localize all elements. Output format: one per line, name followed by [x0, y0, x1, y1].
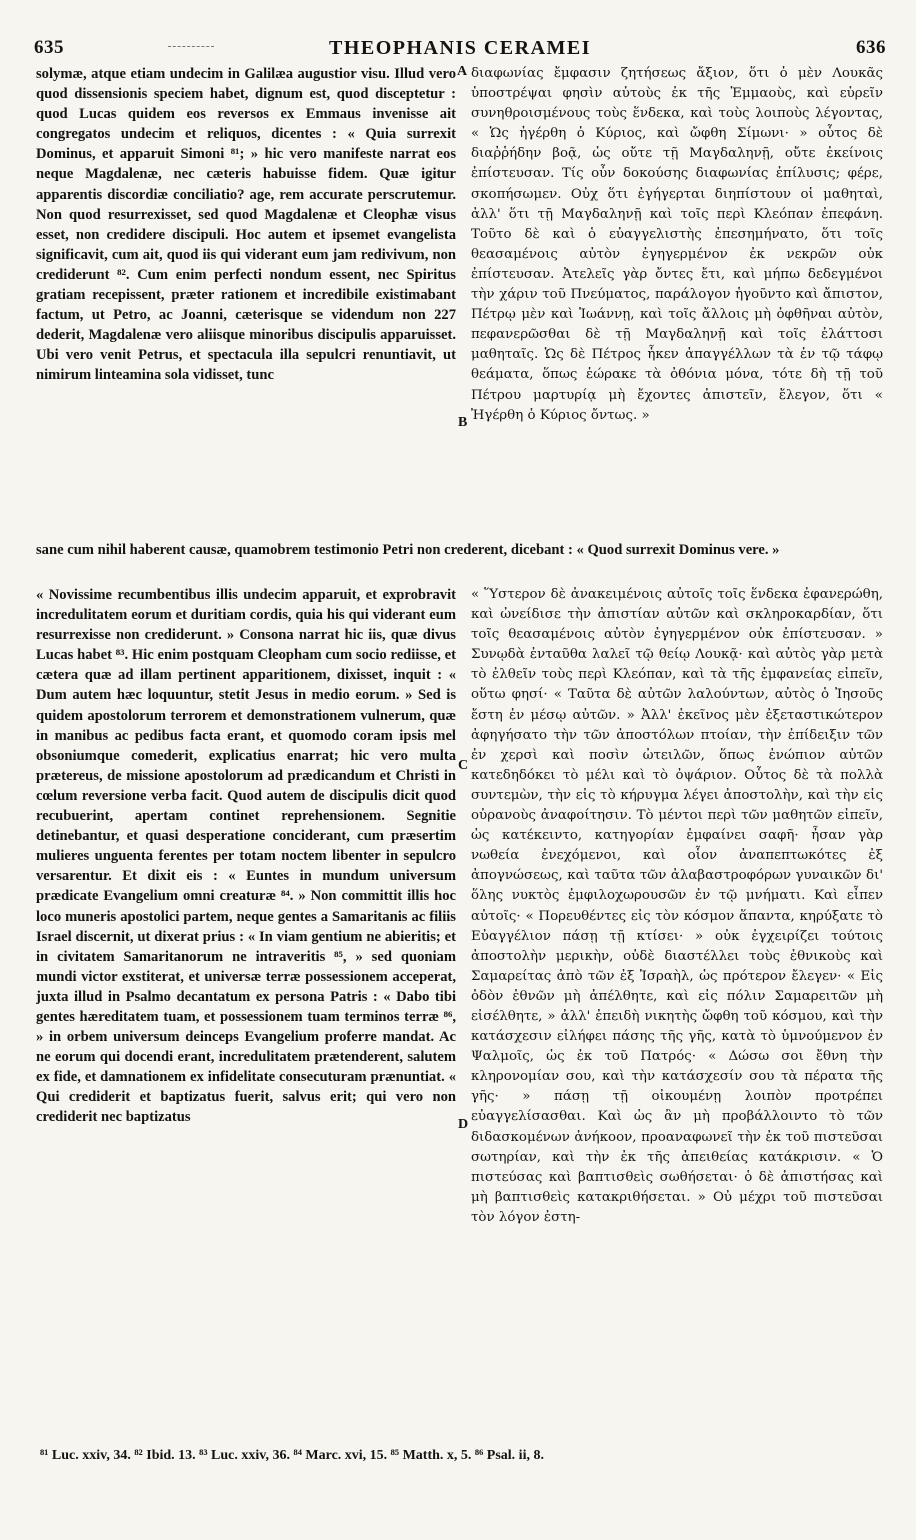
- latin-column-bottom: « Novissime recumbentibus illis undecim apparuit, et exprobravit incredulitatem eorum et duritiam cordis, quia his qui viderant eum resurrexisse non crediderunt. » Consona narrat hic iis, quæ divus Lucas habet ⁸³. Hic enim postquam Cleopham cum socio rediisse, et cætera quæ ad illam pertinent apparitionem, dixisset, inquit : « Dum autem hæc loquuntur, stetit Jesus in medio eorum. » Sed is quidem apostolorum terrorem et demonstrationem vulnerum, quæ in manibus ac pedibus facta erant, et quomodo coram ipsis mel obsoniumque comederit, explicatius enarrat; hic vero multa prætereus, de missione apostolorum ad prædicandum et Christi in cœlum reversione verba facit. Quod autem de discipulis dicit quod recubuerint, apertam continet reprehensionem. Segnitie detinebantur, et quasi desperatione conciderant, cum præsertim mulieres unguenta ferentes per totam noctem libenter in sepulcro versarentur. Et dixit eis : « Euntes in mundum universum prædicate Evangelium omni creaturæ ⁸⁴. » Non committit illis hoc loco muneris apostolici partem, neque gentes a Samaritanis ac filiis Israel discernit, ut dixerat prius : « In viam gentium ne abieritis; et in civitatem Samaritanorum ne intraveritis ⁸⁵, » sed quoniam mundi victor exstiterat, et universæ terræ possessionem acceperat, juxta illud in Psalmo decantatum ex persona Patris : « Dabo tibi gentes hæreditatem tuam, et possessionem tuam terminos terræ ⁸⁶, » in orbem universum deinceps Evangelium proferre mandat. Ac ne eorum qui docendi erant, incredulitatem prætenderent, salutem ex fide, et damnationem ex infidelitate consecuturam prænuntiat. « Qui crediderit et baptizatus fuerit, salvus erit; qui vero non crediderit nec baptizatus: [36, 587, 456, 1126]
- section-marker-a: A: [457, 64, 468, 79]
- page-number-right: 636: [856, 37, 886, 58]
- page-number-left: 635: [34, 37, 64, 58]
- greek-column-bottom: « Ὕστερον δὲ ἀνακειμένοις αὐτοῖς τοῖς ἕνδεκα ἐφανερώθη, καὶ ὠνείδισε τὴν ἀπιστίαν αὐτῶν καὶ σκληροκαρδίαν, ὅτι τοῖς θεασαμένοις αὐτὸν ἐγηγερμένον οὐκ ἐπίστευσαν. » Συνῳδὰ ἐνταῦθα λαλεῖ τῷ θείῳ Λουκᾷ· καὶ αὐτὸς γὰρ μετὰ τὸ ἐλθεῖν τοὺς περὶ Κλεόπαν, καὶ τὰ τῆς ἐμφανείας εἰπεῖν, οὕτω φησί· « Ταῦτα δὲ αὐτῶν λαλούντων, αὐτὸς ὁ Ἰησοῦς ἔστη ἐν μέσῳ αὐτῶν. » Ἀλλ' ἐκεῖνος μὲν ἐξεταστικώτερον ἀφηγήσατο τὴν τῶν ἀποστόλων πτοίαν, τὴν ἐπίδειξιν τῶν ἐν χερσὶ καὶ ποσὶν ὠτειλῶν, ὅπως ἐνώπιον αὐτῶν κατεδηδόκει τὸ μέλι καὶ τὸ ὀψάριον. Οὗτος δὲ τὰ πολλὰ συντεμὼν, τὴν εἰς τὸ κήρυγμα λέγει ἀποστολὴν, καὶ τὴν εἰς οὐρανοὺς ἀναφοίτησιν. Τὸ μέντοι περὶ τῶν μαθητῶν εἰπεῖν, ὡς κατέκειντο, κατηγορίαν ἐμφαίνει σαφῆ· ἦσαν γὰρ νωθεία ἐνεχόμενοι, καὶ οἷον ἀναπεπτωκότες ἐξ ἀπογνώσεως, καὶ ταῦτα τῶν ἀλαβαστροφόρων γυναικῶν δι' ὅλης νυκτὸς ἐμφιλοχωρουσῶν ἐν τῷ μνήματι. Καὶ εἶπεν αὐτοῖς· « Πορευθέντες εἰς τὸν κόσμον ἅπαντα, κηρύξατε τὸ Εὐαγγέλιον πάσῃ τῇ κτίσει· » οὐκ ἐγχειρίζει τούτοις ἀποστολὴν μερικὴν, οὐδὲ διαστέλλει τοὺς ἐθνικοὺς καὶ Σαμαρείτας ἀπὸ τῶν ἐξ Ἰσραὴλ, ὡς πρότερον ἔλεγεν· « Εἰς ὁδὸν ἐθνῶν μὴ ἀπέλθητε, καὶ εἰς πόλιν Σαμαρειτῶν μὴ εἰσέλθητε, » ἀλλ' ἐπειδὴ νικητὴς ὤφθη τοῦ κόσμου, καὶ τὴν κατάσχεσιν εἰλήφει πάσης τῆς γῆς, κατὰ τὸ ὑμνούμενον ἐν Ψαλμοῖς, ὡς ἐκ τοῦ Πατρός· « Δώσω σοι ἔθνη τὴν κληρονομίαν σου, καὶ τὴν κατάσχεσίν σου τὰ πέρατα τῆς γῆς· » πάσῃ τῇ οἰκουμένῃ λοιπὸν προτρέπει εὐαγγελίσασθαι. Καὶ ὡς ἂν μὴ προβάλλοιντο τὸ τῶν διδασκομένων ἀνήκοον, προαναφωνεῖ τὴν ἐκ τοῦ πιστεῦσαι σωτηρίαν, καὶ τὴν ἐκ τῆς ἀπειθείας κατάκρισιν. « Ὁ πιστεύσας καὶ βαπτισθεὶς σωθήσεται· ὁ δὲ ἀπιστήσας καὶ μὴ βαπτισθεὶς κατακριθήσεται. » Οὐ μέχρι τοῦ πιστεῦσαι τὸν λόγον ἐστη-: [471, 587, 883, 1225]
- greek-column-top: διαφωνίας ἔμφασιν ζητήσεως ἄξιον, ὅτι ὁ μὲν Λουκᾶς ὑποστρέψαι φησὶν αὐτοὺς ἐκ τῆς Ἐμμαοὺς, καὶ εὑρεῖν συνηθροισμένους τοὺς ἕνδεκα, καὶ τοὺς λοιποὺς λέγοντας, « Ὡς ἠγέρθη ὁ Κύριος, καὶ ὤφθη Σίμωνι· » οὗτος δὲ διαῤῥήδην βοᾷ, ὡς οὔτε τῇ Μαγδαληνῇ, οὔτε ἐκείνοις ἐπίστευσαν. Τίς οὖν δοκούσης διαφωνίας ἐπίλυσις; φέρε, σκοπήσωμεν. Οὐχ ὅτι ἐγήγερται διηπίστουν οἱ μαθηταὶ, ἀλλ' ὅτι τῇ Μαγδαληνῇ καὶ τοῖς περὶ Κλεόπαν ἐπεφάνη. Τοῦτο δὲ καὶ ὁ εὐαγγελιστὴς ἐπεσημήνατο, ὅτι τοῖς θεασαμένοις αὐτὸν ἐγηγερμένον ἐκ νεκρῶν οὐκ ἐπίστευσαν. Ἀτελεῖς γὰρ ὄντες ἔτι, καὶ μήπω δεδεγμένοι τὴν χάριν τοῦ Πνεύματος, παράλογον ἡγοῦντο καὶ ἄπιστον, Πέτρῳ μὲν καὶ Ἰωάννῃ, καὶ τοῖς ἄλλοις μὴ ὀφθῆναι αὐτὸν, πεφανερῶσθαι δὲ τῇ Μαγδαληνῇ καὶ τοῖς ἐλάττοσι μαθηταῖς. Ὡς δὲ Πέτρος ἧκεν ἀπαγγέλλων τὰ ἐν τῷ τάφῳ θεάματα, ὅπως ἑώρακε τὰ ὀθόνια μόνα, τότε δὴ τῇ τοῦ Πέτρου μαρτυρίᾳ μὴ ἔχοντες ἀπιστεῖν, ἔλεγον, ὅτι « Ἠγέρθη ὁ Κύριος ὄντως. »: [471, 66, 883, 423]
- page-header: [34, 34, 886, 62]
- latin-column-top: solymæ, atque etiam undecim in Galilæa augustior visu. Illud vero quod dissensionis speciem habet, dignum est, quod disceptetur : quod Lucas quidem eos reversos ex Emmaus invenisse ait congregatos undecim et reliquos, dicentes : « Quia surrexit Dominus, et apparuit Simoni ⁸¹; » hic vero manifeste narrat eos neque Magdalenæ, nec cæteris habuisse fidem. Quæ igitur apparentis discordiæ conciliatio? age, rem accurate perscrutemur. Non quod resurrexisset, sed quod Magdalenæ et Cleophæ visus esset, non credidere discipuli. Hoc autem et ipsemet evangelista significavit, cum ait, quod iis qui viderant eum jam redivivum, non crediderunt ⁸². Cum enim perfecti nondum essent, nec Spiritus gratiam recepissent, præter rationem et incredibile existimabant factum, ut Petro, ac Joanni, cæterisque se videndum non 227 dederit, Magdalenæ vero aliisque minoribus discipulis apparuisset. Ubi vero venit Petrus, et spectacula illa sepulcri renuntiavit, ut nimirum linteamina sola vidisset, tunc: [36, 66, 456, 384]
- latin-full-width-line: sane cum nihil haberent causæ, quamobrem testimonio Petri non crederent, dicebant : « Quod surrexit Dominus vere. »: [36, 542, 780, 558]
- section-marker-c: C: [458, 758, 469, 773]
- section-marker-d: D: [458, 1117, 469, 1132]
- print-smudge: [168, 46, 214, 47]
- running-title: THEOPHANIS CERAMEI: [328, 36, 592, 59]
- section-marker-b: B: [458, 415, 468, 430]
- footnotes: ⁸¹ Luc. xxiv, 34. ⁸² Ibid. 13. ⁸³ Luc. xxiv, 36. ⁸⁴ Marc. xvi, 15. ⁸⁵ Matth. x, 5. ⁸⁶ Psal. ii, 8.: [40, 1448, 544, 1463]
